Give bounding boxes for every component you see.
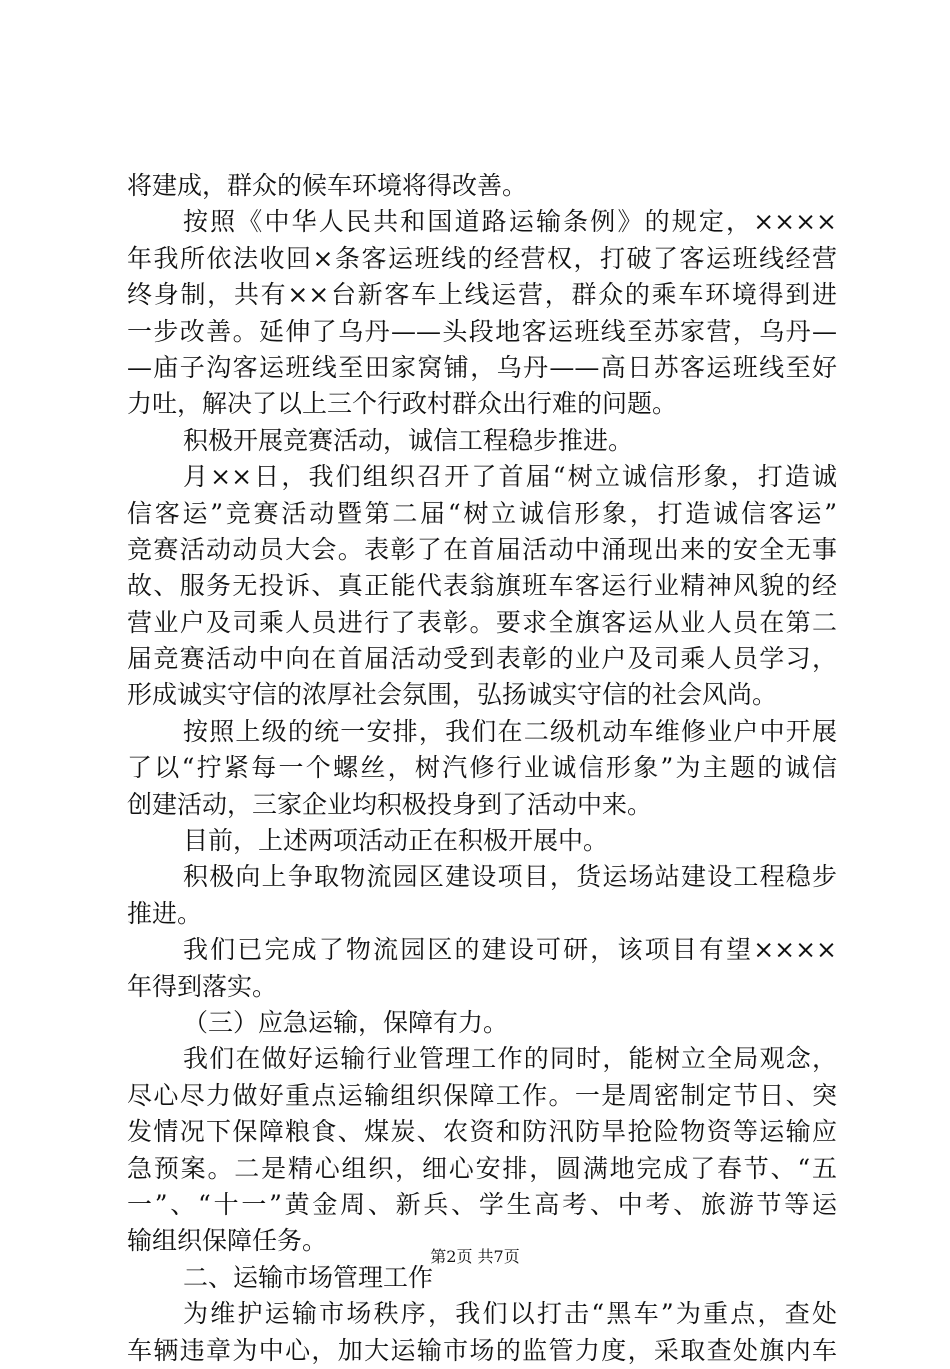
document-body [127, 168, 837, 1369]
text-line: 一”、“十一”黄金周、新兵、学生高考、中考、旅游节等运 [127, 1189, 837, 1219]
text-line: 年得到落实。 [127, 971, 278, 1001]
text-line: 届竞赛活动中向在首届活动受到表彰的业户及司乘人员学习， [127, 644, 837, 674]
text-line: 急预案。二是精心组织，细心安排，圆满地完成了春节、“五 [127, 1153, 837, 1183]
text-line: （三）应急运输，保障有力。 [183, 1007, 509, 1037]
text-line: —庙子沟客运班线至田家窝铺，乌丹——高日苏客运班线至好 [127, 352, 837, 382]
text-line: 营业户及司乘人员进行了表彰。要求全旗客运从业人员在第二 [127, 607, 837, 637]
text-line: 故、服务无投诉、真正能代表翁旗班车客运行业精神风貌的经 [127, 571, 837, 601]
text-line: 积极开展竞赛活动，诚信工程稳步推进。 [183, 425, 634, 455]
text-line: 我们在做好运输行业管理工作的同时，能树立全局观念， [183, 1044, 837, 1074]
text-line: 我们已完成了物流园区的建设可研，该项目有望×××× [183, 935, 837, 965]
text-line: 年我所依法收回×条客运班线的经营权，打破了客运班线经营 [127, 243, 837, 273]
text-line: 车辆违章为中心，加大运输市场的监管力度，采取查处旗内车 [127, 1335, 837, 1365]
text-line: 终身制，共有××台新客车上线运营，群众的乘车环境得到进 [127, 280, 837, 310]
text-line: 形成诚实守信的浓厚社会氛围，弘扬诚实守信的社会风尚。 [127, 680, 778, 710]
text-line: 为维护运输市场秩序，我们以打击“黑车”为重点，查处 [183, 1299, 837, 1329]
text-line: 创建活动，三家企业均积极投身到了活动中来。 [127, 789, 653, 819]
text-line: 积极向上争取物流园区建设项目，货运场站建设工程稳步 [183, 862, 837, 892]
text-line: 月××日，我们组织召开了首届“树立诚信形象，打造诚 [183, 462, 837, 492]
text-line: 输组织保障任务。 [127, 1226, 328, 1256]
text-line: 推进。 [127, 898, 203, 928]
page-footer: 第2页 共7页 [430, 1247, 520, 1266]
text-line: 竞赛活动动员大会。表彰了在首届活动中涌现出来的安全无事 [127, 534, 837, 564]
text-line: 一步改善。延伸了乌丹——头段地客运班线至苏家营，乌丹— [127, 316, 837, 346]
text-line: 按照《中华人民共和国道路运输条例》的规定，×××× [183, 207, 837, 237]
text-line: 尽心尽力做好重点运输组织保障工作。一是周密制定节日、突 [127, 1080, 837, 1110]
text-line: 信客运”竞赛活动暨第二届“树立诚信形象，打造诚信客运” [127, 498, 837, 528]
text-line: 目前，上述两项活动正在积极开展中。 [183, 826, 609, 856]
text-line: 将建成，群众的候车环境将得改善。 [127, 171, 528, 200]
text-line: 发情况下保障粮食、煤炭、农资和防汛防旱抢险物资等运输应 [127, 1117, 837, 1147]
text-line: 按照上级的统一安排，我们在二级机动车维修业户中开展 [183, 716, 837, 746]
text-line: 力吐，解决了以上三个行政村群众出行难的问题。 [127, 389, 678, 419]
text-line: 二、运输市场管理工作 [183, 1262, 434, 1292]
text-line: 了以“拧紧每一个螺丝，树汽修行业诚信形象”为主题的诚信 [127, 753, 837, 783]
